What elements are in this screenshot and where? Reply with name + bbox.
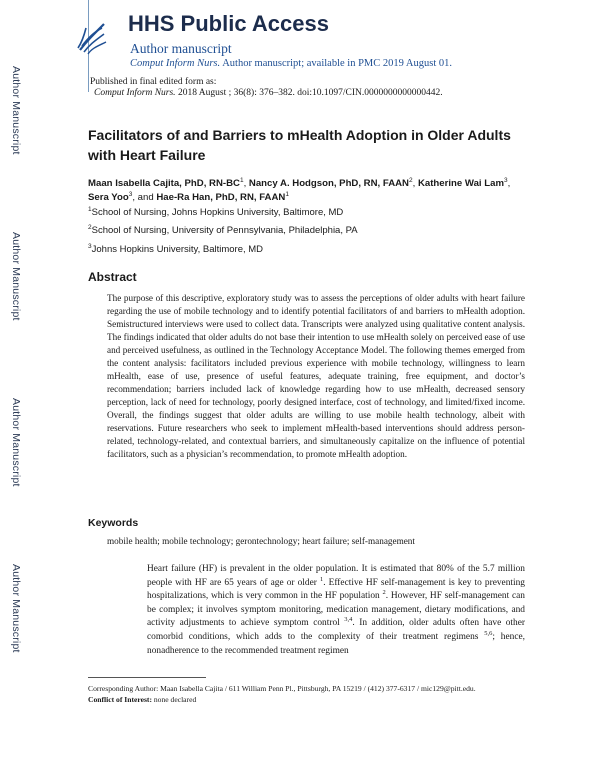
affiliation-sup: 1 bbox=[88, 205, 92, 213]
corresponding-author-footnote: Corresponding Author: Maan Isabella Cajita / 611 William Penn Pl., Pittsburgh, PA 15219 / (412) 377-6317 / mic129@pitt.edu. bbox=[88, 684, 476, 693]
author-name: Katherine Wai Lam bbox=[417, 178, 504, 189]
author-separator: , bbox=[243, 178, 249, 189]
author-name: Maan Isabella Cajita, PhD, RN-BC bbox=[88, 178, 240, 189]
author-name: Nancy A. Hodgson, PhD, RN, FAAN bbox=[248, 178, 409, 189]
affiliation bbox=[88, 244, 263, 255]
author-manuscript-subtitle: Author manuscript bbox=[130, 41, 232, 56]
side-label-author-manuscript: Author Manuscript bbox=[10, 232, 22, 321]
body-text-segment: . However, HF self-management can be complex; it involves symptom monitoring, medication management, dietary modifications, and activity adjustments to achieve symptom control bbox=[147, 591, 525, 629]
affiliation-sup: 3 bbox=[88, 242, 92, 250]
affiliation-text: School of Nursing, Johns Hopkins University, Baltimore, MD bbox=[91, 207, 344, 218]
footnote-divider bbox=[88, 677, 206, 678]
citation-details: 2018 August ; 36(8): 376–382. doi:10.1097/CIN.0000000000000442. bbox=[175, 88, 443, 98]
affiliation-sup: 2 bbox=[88, 223, 92, 231]
body-paragraph bbox=[147, 563, 525, 658]
side-label-author-manuscript: Author Manuscript bbox=[10, 398, 22, 487]
reference-sup[interactable]: 5,6 bbox=[484, 629, 493, 637]
keywords-heading: Keywords bbox=[88, 517, 139, 529]
author-separator: , bbox=[507, 178, 511, 189]
conflict-label: Conflict of Interest: bbox=[88, 695, 152, 704]
author-affiliation-sup: 2 bbox=[409, 176, 413, 184]
author-list bbox=[88, 177, 528, 205]
published-label: Published in final edited form as: bbox=[90, 77, 217, 87]
author-affiliation-sup: 1 bbox=[239, 176, 244, 184]
affiliation-text: Johns Hopkins University, Baltimore, MD bbox=[91, 244, 264, 255]
conflict-of-interest-footnote bbox=[88, 695, 196, 704]
side-label-author-manuscript: Author Manuscript bbox=[10, 66, 22, 155]
reference-sup[interactable]: 2 bbox=[382, 589, 386, 597]
journal-abbrev: Comput Inform Nurs. bbox=[130, 58, 221, 69]
author-separator: , bbox=[412, 178, 418, 189]
body-text-segment: . Effective HF self-management is key to preventing hospitalizations, which is very common in the HF population bbox=[147, 577, 525, 602]
author-name: Hae-Ra Han, PhD, RN, FAAN bbox=[156, 192, 286, 203]
citation bbox=[94, 88, 443, 98]
availability-text: Author manuscript; available in PMC 2019 August 01. bbox=[222, 58, 453, 69]
hhs-public-access-title: HHS Public Access bbox=[128, 11, 329, 36]
journal-availability bbox=[130, 58, 452, 69]
author-affiliation-sup: 1 bbox=[285, 190, 289, 198]
abstract-text: The purpose of this descriptive, exploratory study was to assess the perceptions of older adults with heart failure regarding the use of mobile technology and to identify potential facilitators of and barriers to mHealth adoption. Semistructured interviews were used to collect data. Transcripts were analyzed using qualitative content analysis. The findings indicated that older adults do not base their intention to use mHealth solely on perceived ease of use and perceived usefulness, as outlined in the Technology Acceptance Model. The following themes emerged from the content analysis: facilitators included previous experience with mobile technology, willingness to learn mHealth, ease of use, presence of useful features, adequate training, free equipment, and doctor’s recommendation; barriers included lack of knowledge regarding how to use mHealth, decreased sensory perception, lack of need for technology, poorly designed interface, cost of technology, and limited/fixed income. Overall, the findings suggest that older adults are willing to use mobile health technology, albeit with reservations. Future researchers who seek to implement mHealth-based interventions should address person-related, technology-related, and contextual barriers, and simultaneously capitalize on the influence of potential facilitators, such as a physician’s recommendation, to promote mHealth adoption. bbox=[107, 293, 525, 459]
author-name: Sera Yoo bbox=[88, 192, 129, 203]
author-affiliation-sup: 3 bbox=[503, 176, 508, 184]
affiliation bbox=[88, 225, 358, 236]
keywords-text: mobile health; mobile technology; gerontechnology; heart failure; self-management bbox=[107, 536, 415, 546]
affiliation-text: School of Nursing, University of Pennsylvania, Philadelphia, PA bbox=[91, 225, 358, 236]
abstract-heading: Abstract bbox=[88, 270, 137, 284]
citation-journal: Comput Inform Nurs. bbox=[94, 88, 176, 98]
author-separator: , and bbox=[132, 192, 157, 203]
conflict-text: none declared bbox=[151, 695, 197, 704]
body-text-segment: ; hence, nonadherence to the recommended treatment regimen bbox=[147, 631, 525, 656]
hhs-eagle-logo-icon bbox=[74, 18, 108, 58]
article-title: Facilitators of and Barriers to mHealth Adoption in Older Adults with Heart Failure bbox=[88, 127, 511, 163]
affiliation bbox=[88, 207, 343, 218]
body-text-segment: . In addition, older adults often have other comorbid conditions, which adds to the complexity of their treatment regimens bbox=[147, 618, 525, 642]
side-label-author-manuscript: Author Manuscript bbox=[10, 564, 22, 653]
body-text-segment: Heart failure (HF) is prevalent in the older population. It is estimated that 80% of the 5.7 million people with HF are 65 years of age or older bbox=[147, 564, 525, 588]
author-affiliation-sup: 3 bbox=[128, 190, 133, 198]
reference-sup[interactable]: 1 bbox=[319, 575, 324, 583]
reference-sup[interactable]: 3,4 bbox=[344, 616, 353, 624]
